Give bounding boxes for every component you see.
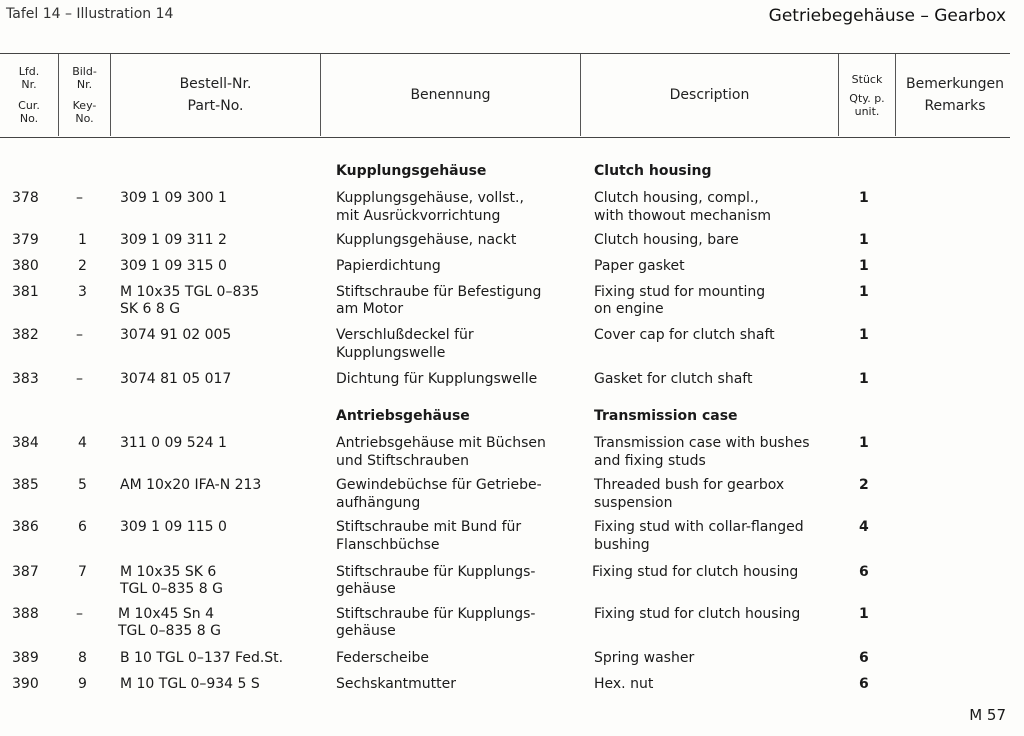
qty: 1 bbox=[859, 232, 869, 248]
part-no: M 10 TGL 0–934 5 S bbox=[120, 676, 260, 692]
page-title: Getriebegehäuse – Gearbox bbox=[768, 6, 1006, 26]
qty: 4 bbox=[859, 519, 869, 535]
benennung: Federscheibe bbox=[336, 650, 430, 666]
description: on engine bbox=[594, 301, 664, 317]
part-no: 3074 81 05 017 bbox=[120, 371, 232, 387]
cur-no: 381 bbox=[12, 284, 39, 300]
benennung: gehäuse bbox=[336, 623, 396, 639]
cur-no: 379 bbox=[12, 232, 39, 248]
benennung: Gewindebüchse für Getriebe- bbox=[336, 477, 542, 493]
part-no: SK 6 8 G bbox=[120, 301, 181, 317]
part-no: 309 1 09 311 2 bbox=[120, 232, 227, 248]
benennung: Stiftschraube für Befestigung bbox=[336, 284, 542, 300]
description: Spring washer bbox=[594, 650, 695, 666]
key-no: – bbox=[76, 190, 83, 206]
benennung: Papierdichtung bbox=[336, 258, 441, 274]
benennung: Verschlußdeckel für bbox=[336, 327, 474, 343]
benennung: Antriebsgehäuse mit Büchsen bbox=[336, 435, 546, 451]
description: Gasket for clutch shaft bbox=[594, 371, 753, 387]
col-header-cur-no: Lfd. Nr. Cur. No. bbox=[18, 65, 40, 125]
col-header-remarks: Bemerkungen Remarks bbox=[905, 76, 1005, 114]
part-no: M 10x35 TGL 0–835 bbox=[120, 284, 260, 300]
cur-no: 385 bbox=[12, 477, 39, 493]
part-no: 309 1 09 115 0 bbox=[120, 519, 227, 535]
section-title-de: Kupplungsgehäuse bbox=[336, 163, 487, 179]
description: Paper gasket bbox=[594, 258, 685, 274]
description: Fixing stud for clutch housing bbox=[592, 564, 799, 580]
part-no: M 10x35 SK 6 bbox=[120, 564, 217, 580]
qty: 1 bbox=[859, 435, 869, 451]
part-no: 309 1 09 315 0 bbox=[120, 258, 227, 274]
section-title-en: Clutch housing bbox=[594, 163, 712, 179]
col-header-key-no: Bild- Nr. Key- No. bbox=[72, 65, 97, 125]
description: Fixing stud for mounting bbox=[594, 284, 766, 300]
description: Cover cap for clutch shaft bbox=[594, 327, 775, 343]
key-no: 2 bbox=[78, 258, 87, 274]
description: Threaded bush for gearbox bbox=[594, 477, 785, 493]
col-header-description: Description bbox=[669, 87, 750, 103]
qty: 2 bbox=[859, 477, 869, 493]
part-no: M 10x45 Sn 4 bbox=[118, 606, 215, 622]
key-no: 9 bbox=[78, 676, 87, 692]
benennung: Sechskantmutter bbox=[336, 676, 457, 692]
part-no: TGL 0–835 8 G bbox=[118, 623, 221, 639]
part-no: 311 0 09 524 1 bbox=[120, 435, 227, 451]
benennung: Stiftschraube für Kupplungs- bbox=[336, 606, 536, 622]
benennung: Kupplungswelle bbox=[336, 345, 446, 361]
cur-no: 387 bbox=[12, 564, 39, 580]
key-no: 1 bbox=[78, 232, 87, 248]
col-header-qty: Stück Qty. p. unit. bbox=[849, 72, 885, 118]
cur-no: 378 bbox=[12, 190, 39, 206]
part-no: AM 10x20 IFA-N 213 bbox=[120, 477, 262, 493]
key-no: – bbox=[76, 606, 83, 622]
benennung: Kupplungsgehäuse, nackt bbox=[336, 232, 517, 248]
cur-no: 380 bbox=[12, 258, 39, 274]
qty: 6 bbox=[859, 564, 869, 580]
cur-no: 390 bbox=[12, 676, 39, 692]
description: Hex. nut bbox=[594, 676, 654, 692]
key-no: 3 bbox=[78, 284, 87, 300]
benennung: Flanschbüchse bbox=[336, 537, 440, 553]
description: Clutch housing, bare bbox=[594, 232, 739, 248]
benennung: Stiftschraube mit Bund für bbox=[336, 519, 522, 535]
benennung: Kupplungsgehäuse, vollst., bbox=[336, 190, 524, 206]
cur-no: 389 bbox=[12, 650, 39, 666]
qty: 1 bbox=[859, 371, 869, 387]
cur-no: 388 bbox=[12, 606, 39, 622]
section-title-de: Antriebsgehäuse bbox=[336, 408, 470, 424]
qty: 1 bbox=[859, 258, 869, 274]
cur-no: 382 bbox=[12, 327, 39, 343]
key-no: 8 bbox=[78, 650, 87, 666]
description: Fixing stud for clutch housing bbox=[594, 606, 801, 622]
benennung: aufhängung bbox=[336, 495, 421, 511]
benennung: Dichtung für Kupplungswelle bbox=[336, 371, 538, 387]
cur-no: 383 bbox=[12, 371, 39, 387]
description: Clutch housing, compl., bbox=[594, 190, 759, 206]
key-no: – bbox=[76, 327, 83, 343]
part-no: 3074 91 02 005 bbox=[120, 327, 232, 343]
qty: 1 bbox=[859, 284, 869, 300]
description: Fixing stud with collar-flanged bbox=[594, 519, 804, 535]
key-no: 7 bbox=[78, 564, 87, 580]
benennung: gehäuse bbox=[336, 581, 396, 597]
cur-no: 384 bbox=[12, 435, 39, 451]
description: with thowout mechanism bbox=[594, 208, 772, 224]
page-number: M 57 bbox=[969, 706, 1006, 724]
key-no: 6 bbox=[78, 519, 87, 535]
col-header-part-no: Bestell-Nr. Part-No. bbox=[179, 76, 252, 114]
description: Transmission case with bushes bbox=[594, 435, 810, 451]
description: bushing bbox=[594, 537, 650, 553]
benennung: und Stiftschrauben bbox=[336, 453, 469, 469]
benennung: Stiftschraube für Kupplungs- bbox=[336, 564, 536, 580]
key-no: – bbox=[76, 371, 83, 387]
qty: 6 bbox=[859, 650, 869, 666]
benennung: mit Ausrückvorrichtung bbox=[336, 208, 501, 224]
qty: 6 bbox=[859, 676, 869, 692]
part-no: B 10 TGL 0–137 Fed.St. bbox=[120, 650, 284, 666]
benennung: am Motor bbox=[336, 301, 404, 317]
description: and fixing studs bbox=[594, 453, 706, 469]
qty: 1 bbox=[859, 606, 869, 622]
part-no: TGL 0–835 8 G bbox=[120, 581, 223, 597]
key-no: 4 bbox=[78, 435, 87, 451]
key-no: 5 bbox=[78, 477, 87, 493]
cur-no: 386 bbox=[12, 519, 39, 535]
col-header-benennung: Benennung bbox=[410, 87, 491, 103]
part-no: 309 1 09 300 1 bbox=[120, 190, 227, 206]
qty: 1 bbox=[859, 327, 869, 343]
section-title-en: Transmission case bbox=[594, 408, 738, 424]
qty: 1 bbox=[859, 190, 869, 206]
description: suspension bbox=[594, 495, 673, 511]
plate-title: Tafel 14 – Illustration 14 bbox=[6, 6, 174, 22]
table-header-rule bbox=[0, 137, 1010, 138]
